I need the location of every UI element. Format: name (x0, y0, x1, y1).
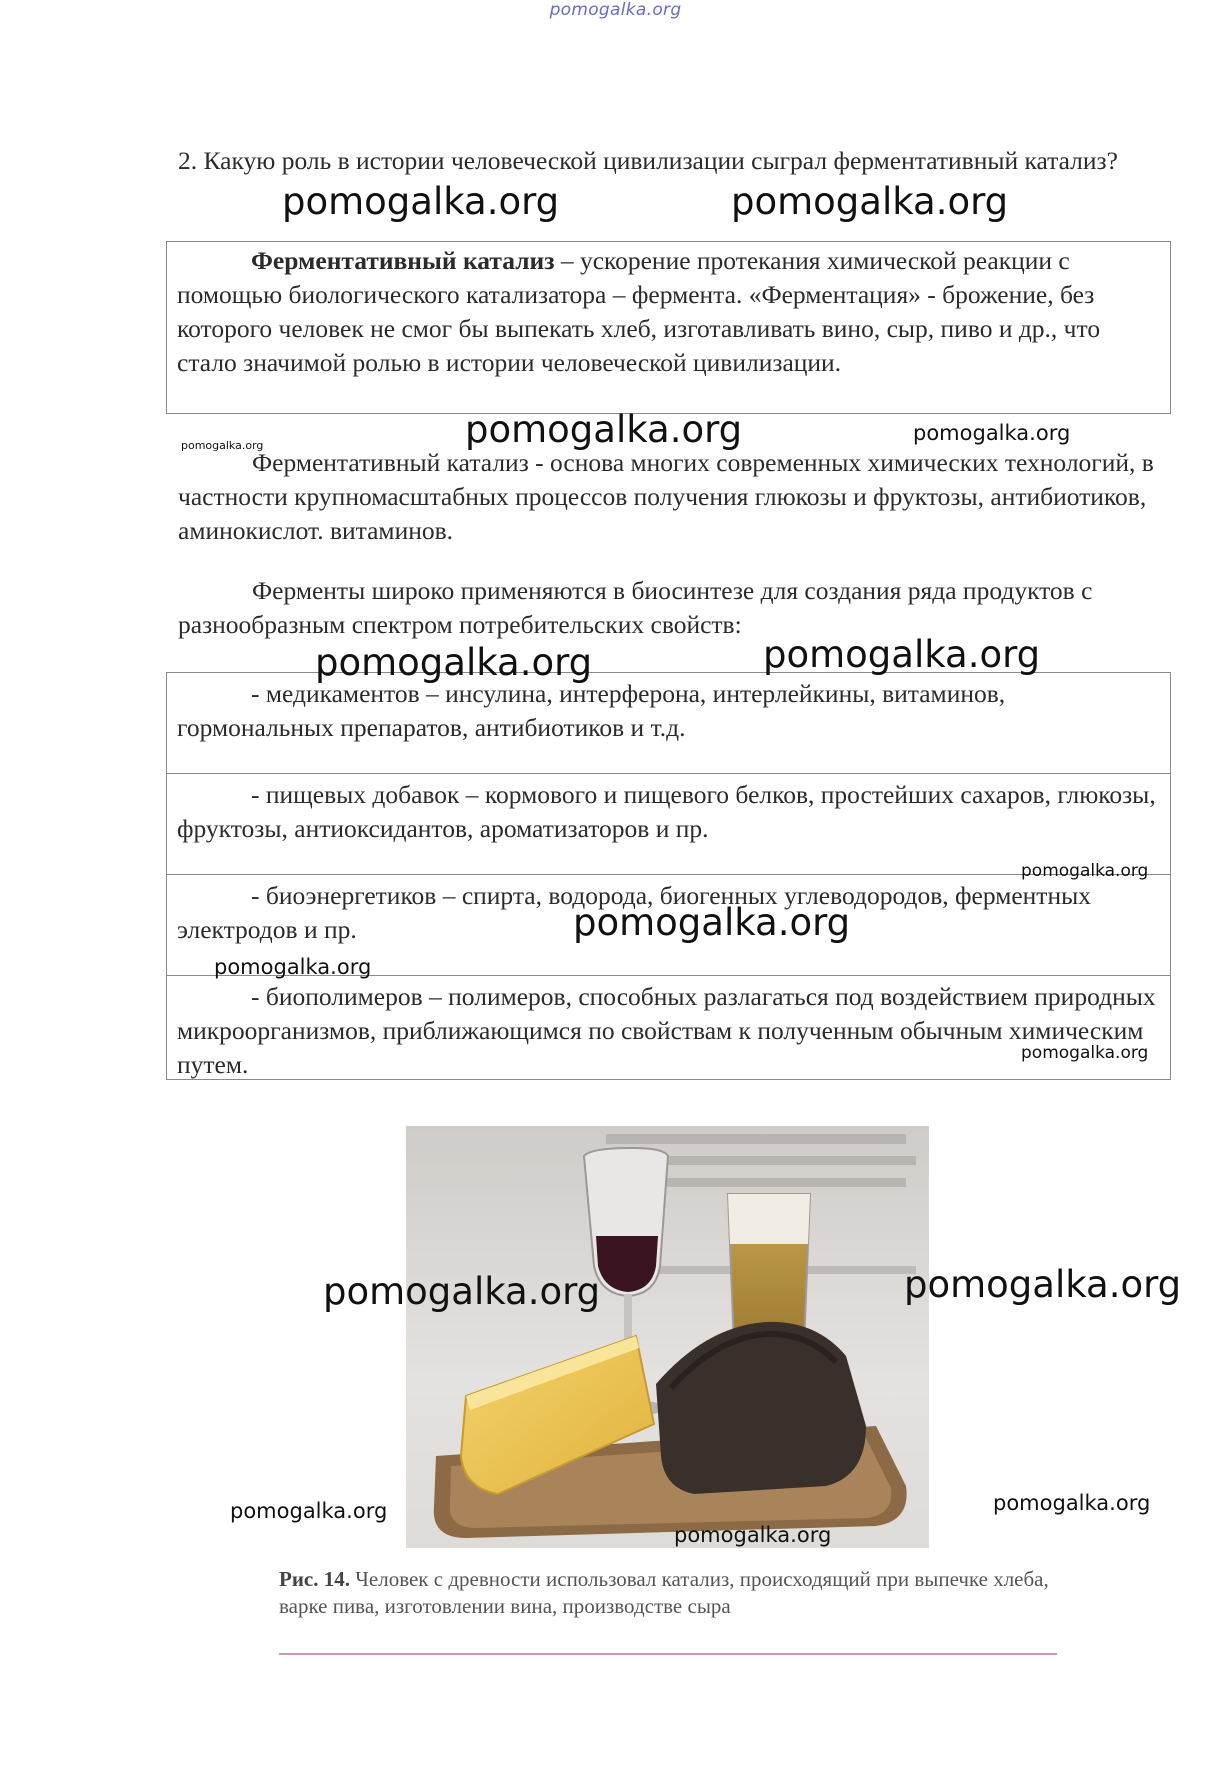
watermark: pomogalka.org (465, 408, 743, 451)
figure-photo (406, 1126, 929, 1548)
watermark: pomogalka.org (323, 1270, 601, 1313)
table-row: - биоэнергетиков – спирта, водорода, биогенных углеводородов, ферментных электродов и пр. (167, 875, 1170, 976)
watermark: pomogalka.org (282, 180, 560, 223)
watermark: pomogalka.org (731, 180, 1009, 223)
definition-text: – ускорение протекания химической реакции с помощью биологического катализатора – фермента. «Ферментация» - брожение, без которого человек не смог бы выпекать хлеб, изготавливать вино, сыр, пиво и др., что стало значимой ролью в истории человеческой цивилизации. (177, 246, 1101, 377)
figure-caption-text: Человек с древности использовал катализ, происходящий при выпечке хлеба, варке пива, изготовлении вина, производстве сыра (279, 1567, 1049, 1618)
watermark: pomogalka.org (993, 1491, 1151, 1515)
watermark: pomogalka.org (315, 641, 593, 684)
watermark: pomogalka.org (1021, 861, 1149, 881)
watermark: pomogalka.org (674, 1523, 832, 1547)
paragraph-technologies: Ферментативный катализ - основа многих современных химических технологий, в частности крупномасштабных процессов получения глюкозы и фруктозы, антибиотиков, аминокислот. витаминов. (178, 448, 1154, 545)
watermark: pomogalka.org (214, 955, 372, 979)
watermark: pomogalka.org (573, 901, 851, 944)
figure-caption (279, 1566, 1059, 1620)
definition-box (166, 241, 1171, 414)
food-illustration (406, 1126, 929, 1548)
watermark: pomogalka.org (763, 633, 1041, 676)
table-row: - медикаментов – инсулина, интерферона, интерлейкины, витаминов, гормональных препаратов, антибиотиков и т.д. (167, 673, 1170, 774)
figure-label: Рис. 14. (279, 1567, 350, 1591)
definition-term: Ферментативный катализ (251, 246, 555, 275)
table-row: - пищевых добавок – кормового и пищевого белков, простейших сахаров, глюкозы, фруктозы, антиоксидантов, ароматизаторов и пр. (167, 774, 1170, 875)
watermark: pomogalka.org (904, 1263, 1182, 1306)
question-text: 2. Какую роль в истории человеческой цивилизации сыграл ферментативный катализ? (178, 146, 1118, 175)
watermark: pomogalka.org (913, 421, 1071, 445)
header-watermark: pomogalka.org (549, 0, 682, 20)
watermark: pomogalka.org (181, 439, 264, 452)
watermark: pomogalka.org (1021, 1043, 1149, 1063)
table-row: - биополимеров – полимеров, способных разлагаться под воздействием природных микроорганизмов, приближающимся по свойствам к полученным обычным химическим путем. (177, 982, 1156, 1079)
caption-divider (279, 1653, 1057, 1655)
paragraph-biosynthesis: Ферменты широко применяются в биосинтезе для создания ряда продуктов с разнообразным спектром потребительских свойств: (178, 576, 1093, 639)
watermark: pomogalka.org (230, 1499, 388, 1523)
